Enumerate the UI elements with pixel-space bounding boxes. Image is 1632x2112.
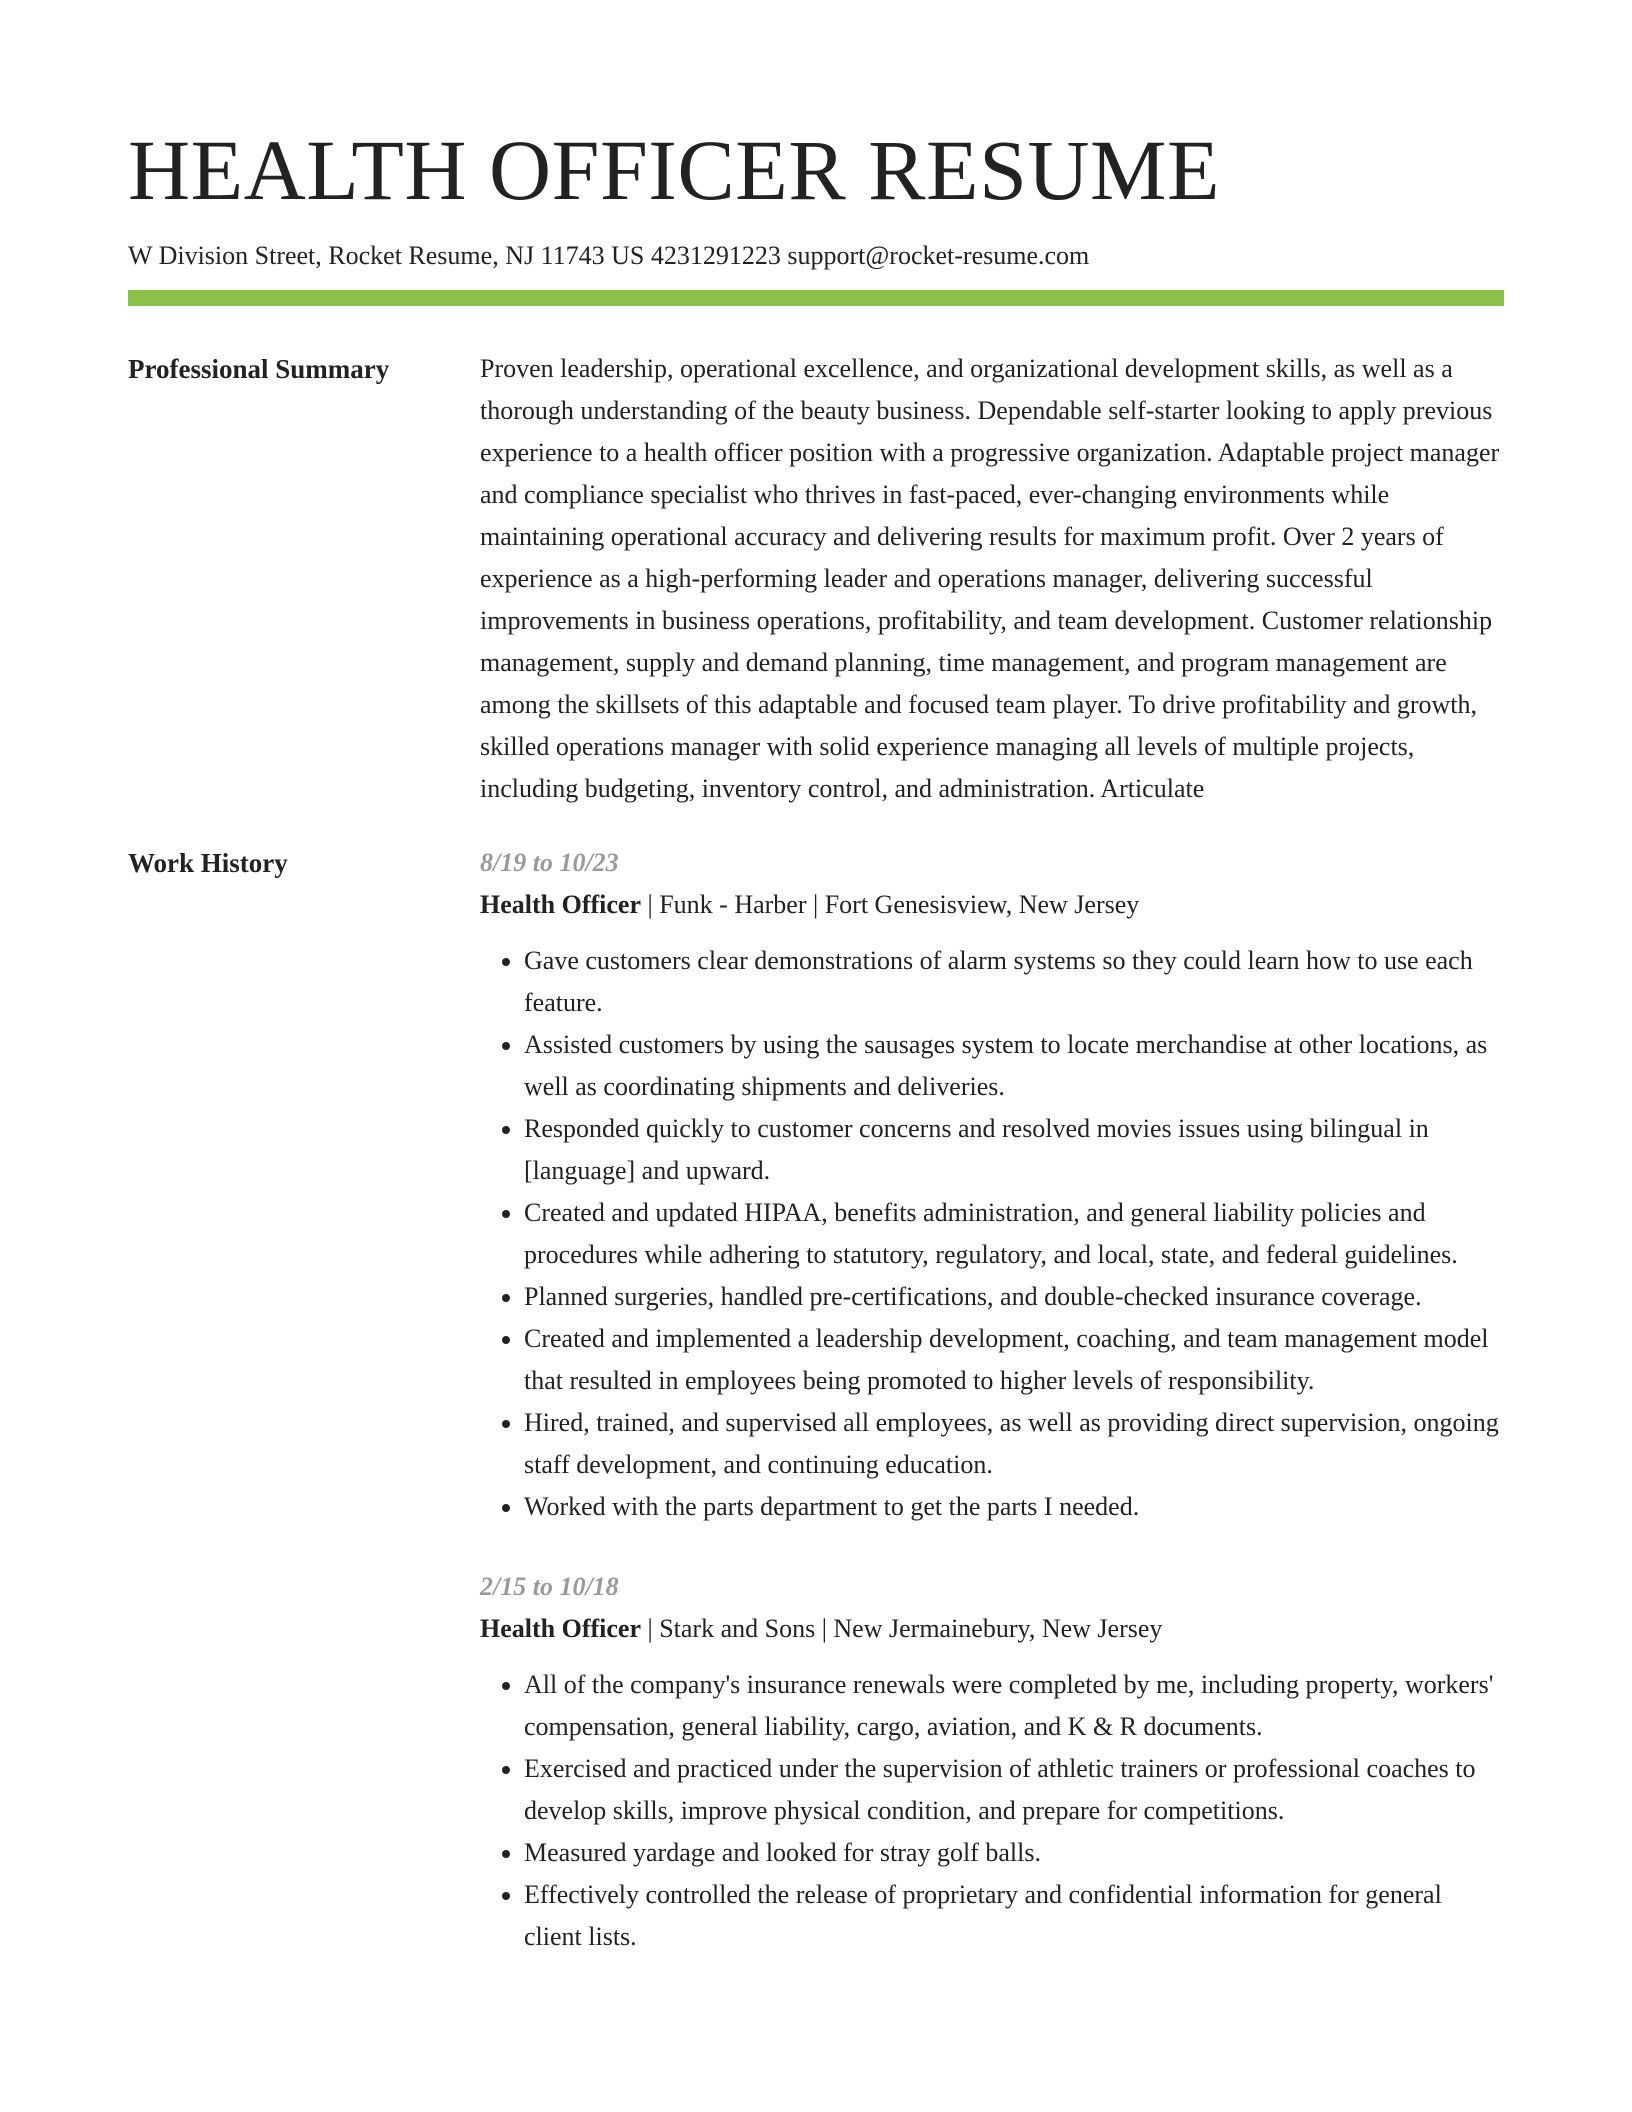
job-heading [480,1608,1504,1650]
job-bullet: • Assisted customers by using the sausages system to locate merchandise at other locations, as well as coordinating shipments and deliveries. [524,1024,1504,1108]
job-bullet-list [480,1664,1504,1958]
job-bullet: • Exercised and practiced under the supervision of athletic trainers or professional coaches to develop skills, improve physical condition, and prepare for competitions. [524,1748,1504,1832]
professional-summary-section [128,348,1504,810]
job-bullet: • Worked with the parts department to get the parts I needed. [524,1486,1504,1528]
job-bullet: • Effectively controlled the release of proprietary and confidential information for general client lists. [524,1874,1504,1958]
job-bullet-list [480,940,1504,1528]
job-bullet: • Planned surgeries, handled pre-certifications, and double-checked insurance coverage. [524,1276,1504,1318]
job-bullet: • All of the company's insurance renewals were completed by me, including property, workers' compensation, general liability, cargo, aviation, and K & R documents. [524,1664,1504,1748]
job-title: Health Officer [480,1614,641,1643]
job-details: | Funk - Harber | Fort Genesisview, New Jersey [641,890,1140,919]
resume-page [128,0,1504,1958]
job-bullet: • Created and implemented a leadership development, coaching, and team management model that resulted in employees being promoted to higher levels of responsibility. [524,1318,1504,1402]
job-bullet: • Measured yardage and looked for stray golf balls. [524,1832,1504,1874]
job-heading [480,884,1504,926]
job-bullet: • Gave customers clear demonstrations of alarm systems so they could learn how to use each feature. [524,940,1504,1024]
job-bullet: • Responded quickly to customer concerns and resolved movies issues using bilingual in [language] and upward. [524,1108,1504,1192]
work-history-body [480,842,1504,1958]
job-dates: 8/19 to 10/23 [480,848,619,877]
job-entry [480,842,1504,1528]
job-entry [480,1566,1504,1958]
summary-text: Proven leadership, operational excellence, and organizational development skills, as well as a thorough understanding of the beauty business. Dependable self-starter looking to apply previous experience to a health officer position with a progressive organization. Adaptable project manager and compliance specialist who thrives in fast-paced, ever-changing environments while maintaining operational accuracy and delivering results for maximum profit. Over 2 years of experience as a high-performing leader and operations manager, delivering successful improvements in business operations, profitability, and team development. Customer relationship management, supply and demand planning, time management, and program management are among the skillsets of this adaptable and focused team player. To drive profitability and growth, skilled operations manager with solid experience managing all levels of multiple projects, including budgeting, inventory control, and administration. Articulate [480,354,1500,803]
resume-title: HEALTH OFFICER RESUME [128,122,1221,218]
job-title: Health Officer [480,890,641,919]
header-divider [128,290,1504,306]
summary-body [480,348,1504,810]
job-bullet: • Hired, trained, and supervised all employees, as well as providing direct supervision, ongoing staff development, and continuing education. [524,1402,1504,1486]
job-dates: 2/15 to 10/18 [480,1572,619,1601]
section-label-work-history: Work History [128,848,288,878]
work-history-section [128,842,1504,1958]
job-details: | Stark and Sons | New Jermainebury, New Jersey [641,1614,1163,1643]
contact-line: W Division Street, Rocket Resume, NJ 11743 US 4231291223 support@rocket-resume.com [128,241,1090,270]
section-label-summary: Professional Summary [128,354,390,384]
job-bullet: • Created and updated HIPAA, benefits administration, and general liability policies and procedures while adhering to statutory, regulatory, and local, state, and federal guidelines. [524,1192,1504,1276]
